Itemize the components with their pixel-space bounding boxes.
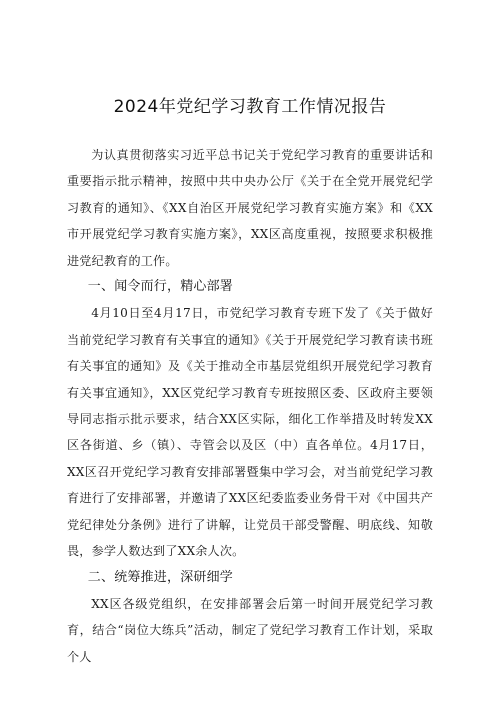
section-2-heading: 二、统筹推进，深研细学 bbox=[87, 569, 233, 585]
section-2-paragraph: XX区各级党组织，在安排部署会后第一时间开展党纪学习教育，结合“岗位大练兵”活动，制定了党纪学习教育工作计划，采取个人 bbox=[67, 596, 433, 664]
intro-paragraph: 为认真贯彻落实习近平总书记关于党纪学习教育的重要讲话和重要指示批示精神，按照中共中央办公厅《关于在全党开展党纪学习教育的通知》、《XX自治区开展党纪学习教育实施方案》和《XX市开展党纪学习教育实施方案》，XX区高度重视，按照要求积极推进党纪教育的工作。 bbox=[67, 148, 433, 268]
section-1-heading: 一、闻令而行，精心部署 bbox=[87, 279, 233, 295]
section-1-paragraph: 4月10日至4月17日，市党纪学习教育专班下发了《关于做好当前党纪学习教育有关事宜的通知》《关于开展党纪学习教育读书班有关事宜的通知》及《关于推动全市基层党组织开展党纪学习教育有关事宜通知》，XX区党纪学习教育专班按照区委、区政府主要领导同志指示批示要求，结合XX区实际，细化工作举措及时转发XX区各街道、乡（镇）、寺管会以及区（中）直各单位。4月17日，XX区召开党纪学习教育安排部署暨集中学习会，对当前党纪学习教育进行了安排部署，并邀请了XX区纪委监委业务骨干对《中国共产党纪律处分条例》进行了讲解，让党员干部受警醒、明底线、知敬畏，参学人数达到了XX余人次。 bbox=[67, 306, 433, 559]
document-title: 2024年党纪学习教育工作情况报告 bbox=[113, 97, 387, 117]
document-body bbox=[67, 142, 433, 670]
